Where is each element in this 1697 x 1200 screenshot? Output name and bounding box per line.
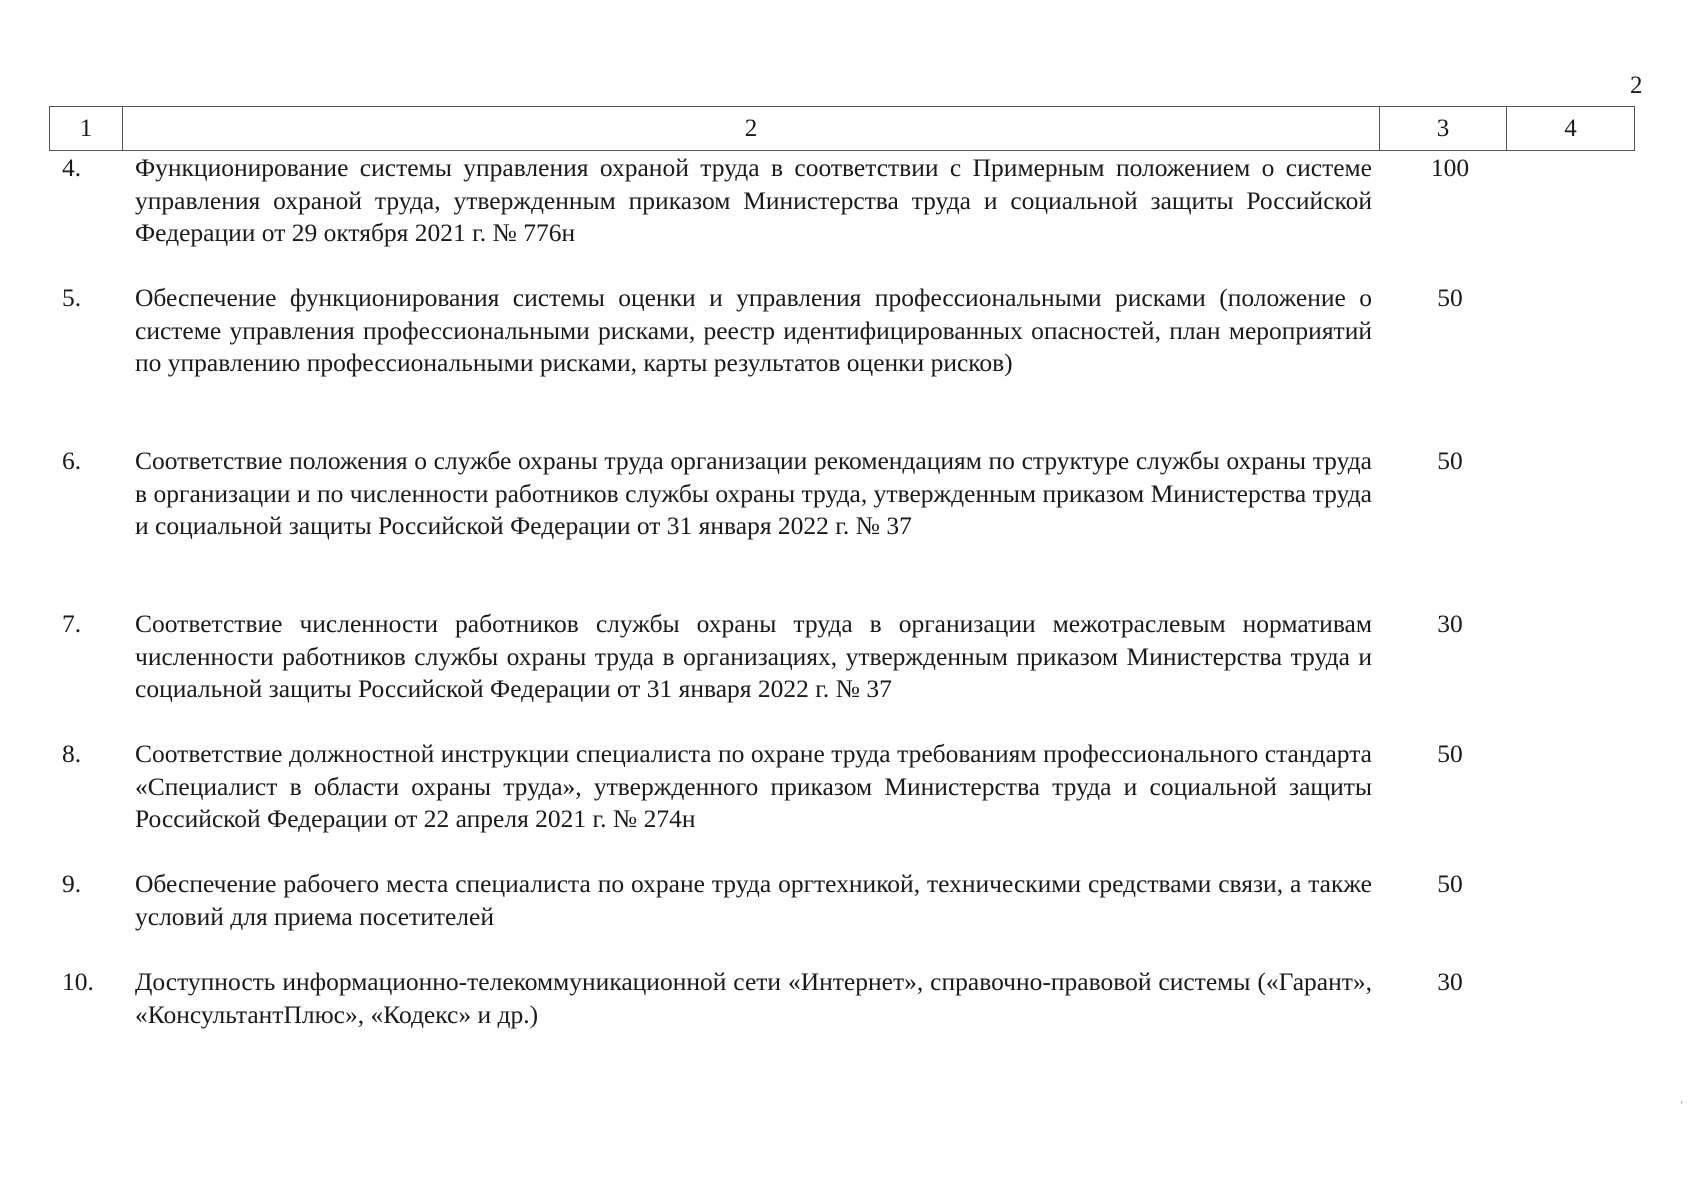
row-description: Функционирование системы управления охраной труда в соответствии с Примерным положением о системе управления охраной труда, утвержденным приказом Министерства труда и социальной защиты Российской Федерации от 29 октября 2021 г. № 776н	[135, 153, 1372, 248]
header-col-4: 4	[1507, 107, 1635, 151]
row-score: 30	[1437, 967, 1463, 996]
row-description: Обеспечение функционирования системы оценки и управления профессиональными рисками (положение о системе управления профессиональными рисками, реестр идентифицированных опасностей, план мероприятий по управлению профессиональными рисками, карты результатов оценки рисков)	[135, 283, 1372, 378]
scan-artifact: ‘	[1680, 1100, 1684, 1111]
row-description: Соответствие численности работников службы охраны труда в организации межотраслевым нормативам численности работников службы охраны труда в организациях, утвержденным приказом Министерства труда и социальной защиты Российской Федерации от 31 января 2022 г. № 37	[135, 609, 1372, 704]
row-score: 30	[1437, 609, 1463, 638]
row-description: Обеспечение рабочего места специалиста по охране труда оргтехникой, техническими средствами связи, а также условий для приема посетителей	[135, 869, 1372, 931]
row-number: 10.	[62, 967, 94, 996]
row-score: 50	[1437, 739, 1463, 768]
header-col-3: 3	[1380, 107, 1507, 151]
row-score: 50	[1437, 283, 1463, 312]
row-number: 7.	[62, 609, 82, 638]
row-number: 5.	[62, 283, 82, 312]
row-description: Соответствие положения о службе охраны труда организации рекомендациям по структуре службы охраны труда в организации и по численности работников службы охраны труда, утвержденным приказом Министерства труда и социальной защиты Российской Федерации от 31 января 2022 г. № 37	[135, 446, 1372, 541]
row-description: Доступность информационно-телекоммуникационной сети «Интернет», справочно-правовой системы («Гарант», «КонсультантПлюс», «Кодекс» и др.)	[135, 967, 1372, 1029]
row-score: 50	[1437, 446, 1463, 475]
row-number: 6.	[62, 446, 82, 475]
row-score: 50	[1437, 869, 1463, 898]
page-number: 2	[1630, 72, 1643, 99]
header-col-2: 2	[123, 107, 1380, 151]
header-col-1: 1	[50, 107, 123, 151]
row-description: Соответствие должностной инструкции специалиста по охране труда требованиям профессионального стандарта «Специалист в области охраны труда», утвержденного приказом Министерства труда и социальной защиты Российской Федерации от 22 апреля 2021 г. № 274н	[135, 739, 1372, 834]
row-number: 8.	[62, 739, 82, 768]
header-row	[50, 107, 1635, 151]
row-score: 100	[1430, 153, 1470, 182]
column-header-table	[49, 106, 1635, 151]
row-number: 9.	[62, 869, 82, 898]
row-number: 4.	[62, 153, 82, 182]
